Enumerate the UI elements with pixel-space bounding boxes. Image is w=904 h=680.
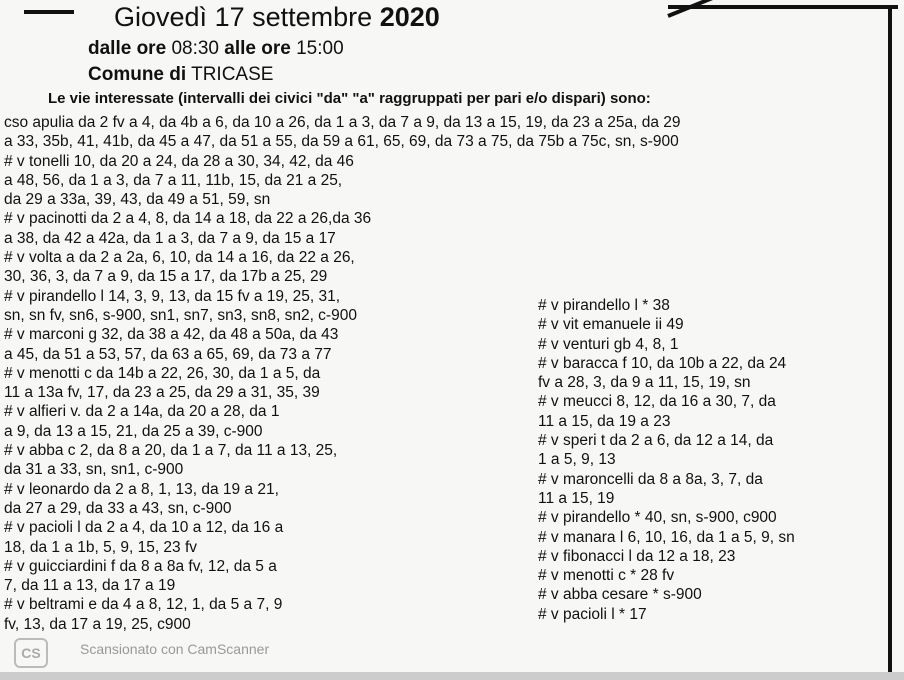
comune-name: TRICASE	[191, 64, 274, 85]
street-line: a 9, da 13 a 15, 21, da 25 a 39, c-900	[4, 422, 263, 440]
street-line: 30, 36, 3, da 7 a 9, da 15 a 17, da 17b a 25, 29	[4, 268, 328, 286]
street-line: # v guicciardini f da 8 a 8a fv, 12, da 5 a	[4, 557, 277, 575]
street-line: a 48, 56, da 1 a 3, da 7 a 11, 11b, 15, da 21 a 25,	[4, 171, 343, 189]
street-line: 11 a 15, da 19 a 23	[538, 412, 671, 430]
title-date: 17 settembre	[214, 2, 373, 32]
title-day: Giovedì	[114, 2, 208, 32]
street-line: # v abba c 2, da 8 a 20, da 1 a 7, da 11 a 13, 25,	[4, 442, 338, 460]
street-line: # v beltrami e da 4 a 8, 12, 1, da 5 a 7, 9	[4, 596, 283, 614]
street-line: a 38, da 42 a 42a, da 1 a 3, da 7 a 9, da 15 a 17	[4, 229, 336, 247]
scanner-watermark: Scansionato con CamScanner	[80, 641, 270, 657]
street-line: # v pacioli l da 2 a 4, da 10 a 12, da 16 a	[4, 519, 284, 537]
street-line: # v pirandello * 40, sn, s-900, c900	[538, 509, 777, 527]
street-line: # v manara l 6, 10, 16, da 1 a 5, 9, sn	[538, 528, 795, 546]
street-line: da 31 a 33, sn, sn1, c-900	[4, 461, 184, 479]
street-line: # v alfieri v. da 2 a 14a, da 20 a 28, da 1	[4, 403, 280, 421]
street-line: fv, 13, da 17 a 19, 25, c900	[4, 615, 191, 633]
page-title	[114, 2, 440, 33]
street-line: 1 a 5, 9, 13	[538, 451, 616, 469]
street-line: # v pacinotti da 2 a 4, 8, da 14 a 18, da 22 a 26,da 36	[4, 210, 372, 228]
street-line: # v meucci 8, 12, da 16 a 30, 7, da	[538, 393, 776, 411]
street-line: 11 a 13a fv, 17, da 23 a 25, da 29 a 31, 35, 39	[4, 384, 320, 402]
street-line: # v speri t da 2 a 6, da 12 a 14, da	[538, 432, 774, 450]
street-list-right	[538, 296, 795, 624]
frame-line-top-right	[668, 5, 898, 9]
street-line: # v pacioli l * 17	[538, 605, 647, 623]
street-line: # v leonardo da 2 a 8, 1, 13, da 19 a 21,	[4, 480, 279, 498]
street-line: a 45, da 51 a 53, 57, da 63 a 65, 69, da 73 a 77	[4, 345, 332, 363]
street-line: da 27 a 29, da 33 a 43, sn, c-900	[4, 499, 232, 517]
camscanner-logo-icon: CS	[14, 638, 48, 668]
street-line: # v volta a da 2 a 2a, 6, 10, da 14 a 16, da 22 a 26,	[4, 249, 355, 267]
street-line: 11 a 15, 19	[538, 489, 615, 507]
frame-line-top-left	[24, 10, 74, 14]
comune-label: Comune di	[88, 64, 187, 85]
street-line: 18, da 1 a 1b, 5, 9, 15, 23 fv	[4, 538, 198, 556]
street-line: a 33, 35b, 41, 41b, da 45 a 47, da 51 a 55, da 59 a 61, 65, 69, da 73 a 75, da 75b a 75c, sn, s-900	[4, 133, 679, 151]
street-line: # v menotti c da 14b a 22, 26, 30, da 1 a 5, da	[4, 364, 321, 382]
title-year: 2020	[379, 2, 440, 32]
street-line: # v abba cesare * s-900	[538, 586, 702, 604]
street-line: # v menotti c * 28 fv	[538, 567, 675, 585]
street-line: da 29 a 33a, 39, 43, da 49 a 51, 59, sn	[4, 191, 271, 209]
street-line: sn, sn fv, sn6, s-900, sn1, sn7, sn3, sn8, sn2, c-900	[4, 306, 357, 324]
frame-line-right	[888, 5, 892, 673]
street-line: # v venturi gb 4, 8, 1	[538, 335, 679, 353]
street-line: cso apulia da 2 fv a 4, da 4b a 6, da 10 a 26, da 1 a 3, da 7 a 9, da 13 a 15, 19, da 23 a 25a, da 29	[4, 114, 681, 131]
street-line: # v baracca f 10, da 10b a 22, da 24	[538, 354, 787, 372]
comune-line	[88, 64, 273, 86]
scan-bottom-edge	[0, 672, 904, 680]
from-time: 08:30	[171, 38, 219, 59]
street-line: # v marconi g 32, da 38 a 42, da 48 a 50a, da 43	[4, 326, 339, 344]
from-label: dalle ore	[88, 38, 167, 59]
time-range	[88, 38, 344, 60]
street-line: # v pirandello l 14, 3, 9, 13, da 15 fv a 19, 25, 31,	[4, 287, 341, 305]
street-line: # v pirandello l * 38	[538, 297, 670, 314]
street-line: # v fibonacci l da 12 a 18, 23	[538, 547, 736, 565]
street-line: # v maroncelli da 8 a 8a, 3, 7, da	[538, 470, 763, 488]
to-label: alle ore	[224, 38, 291, 59]
to-time: 15:00	[296, 38, 344, 59]
street-line: fv a 28, 3, da 9 a 11, 15, 19, sn	[538, 374, 751, 392]
street-line: # v vit emanuele ii 49	[538, 316, 684, 334]
street-line: 7, da 11 a 13, da 17 a 19	[4, 577, 176, 595]
streets-intro-note: Le vie interessate (intervalli dei civici "da" "a" raggruppati per pari e/o dispari) sono:	[48, 90, 651, 107]
street-line: # v tonelli 10, da 20 a 24, da 28 a 30, 34, 42, da 46	[4, 152, 354, 170]
